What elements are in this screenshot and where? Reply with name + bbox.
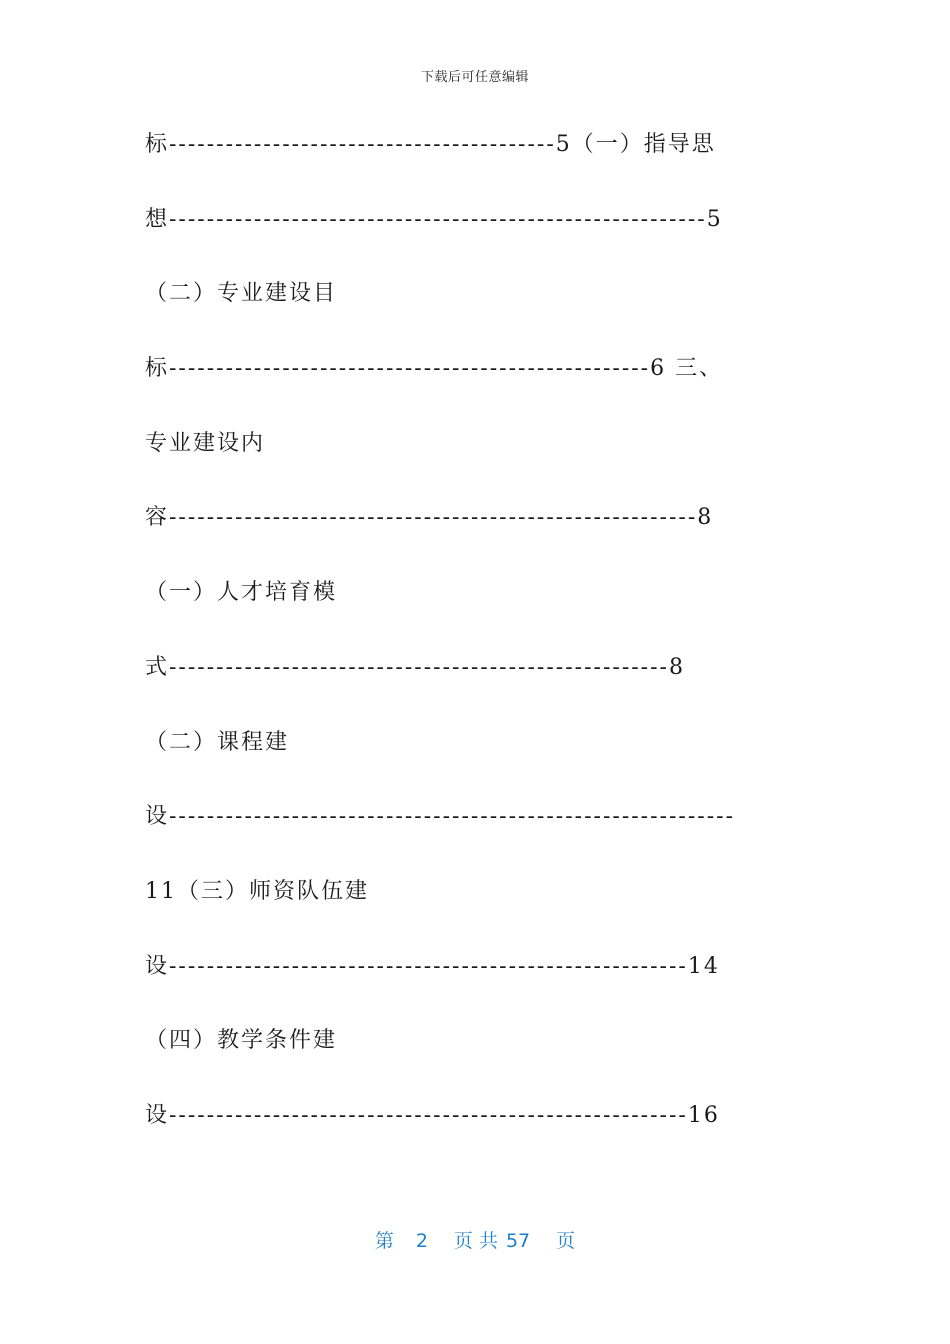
toc-line: 标-----------------------------------------5（一）指导思 bbox=[145, 132, 716, 157]
toc-line: 设-------------------------------------------------------16 bbox=[145, 1102, 720, 1128]
toc-line: 想---------------------------------------------------------5 bbox=[145, 206, 723, 232]
footer-prefix: 第 bbox=[374, 1230, 394, 1252]
footer-suffix: 页 bbox=[556, 1230, 576, 1252]
toc-line: 标---------------------------------------------------6 三、 bbox=[145, 356, 724, 382]
footer-page-number: 2 bbox=[415, 1230, 428, 1252]
toc-line: 容--------------------------------------------------------8 bbox=[145, 505, 714, 531]
toc-line: （一）人才培育模 bbox=[145, 580, 338, 606]
footer-total-pages: 57 bbox=[505, 1230, 531, 1252]
toc-line: 设------------------------------------------------------------ bbox=[145, 804, 736, 830]
toc-line: （二）课程建 bbox=[145, 729, 290, 755]
toc-line: （二）专业建设目 bbox=[145, 281, 338, 307]
toc-line: 专业建设内 bbox=[145, 430, 266, 456]
toc-line: 11（三）师资队伍建 bbox=[145, 878, 369, 904]
toc-line: 式-----------------------------------------------------8 bbox=[145, 654, 685, 680]
table-of-contents bbox=[145, 124, 815, 1170]
toc-line: （四）教学条件建 bbox=[145, 1028, 338, 1054]
toc-line: 设-------------------------------------------------------14 bbox=[145, 953, 720, 979]
footer-middle: 页 共 bbox=[453, 1230, 498, 1252]
page-header: 下载后可任意编辑 bbox=[420, 70, 529, 85]
page-footer bbox=[0, 1226, 950, 1253]
